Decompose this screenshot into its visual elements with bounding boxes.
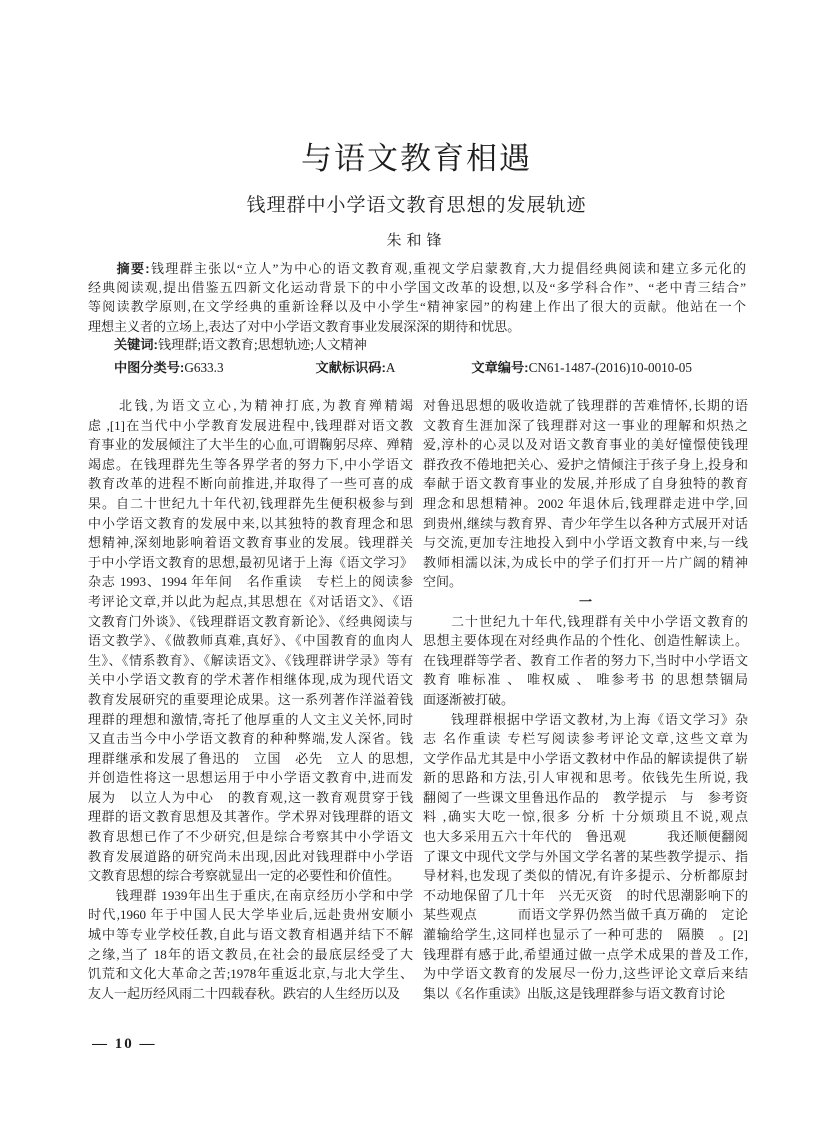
text-line: 爱,淳朴的心灵以及对语文教育事业的美好憧憬使钱理 [423, 437, 748, 453]
text-line: 想精神,深刻地影响着语文教育事业的发展。钱理群关 [88, 535, 413, 551]
keywords-line [114, 334, 367, 353]
text-line: 文学作品尤其是中小学语文教材中作品的解读提供了崭 [423, 750, 748, 766]
text-line: 北钱,为语文立心,为精神打底,为教育殚精竭 [88, 398, 413, 413]
paper-subtitle: 钱理群中小学语文教育思想的发展轨迹 [246, 195, 587, 216]
text-line: 教育发展道路的研究尚未出现,因此对钱理群中小学语 [88, 848, 413, 864]
text-line: 钱理群根据中学语文教材,为上海《语文学习》杂 [423, 711, 748, 727]
text-line: 教育发展研究的重要理论成果。这一系列著作洋溢着钱 [88, 691, 413, 707]
clc-value: G633.3 [184, 360, 224, 375]
text-line: 于中小学语文教育的思想,最初见诸于上海《语文学习》 [88, 554, 413, 570]
doc-code-value: A [385, 360, 396, 375]
text-line: 文教育门外谈》、《钱理群语文教育新论》、《经典阅读与 [88, 613, 413, 629]
text-line: 不动地保留了几十年 兴无灭资 的时代思潮影响下的 [423, 887, 748, 903]
text-line: 志 名作重读 专栏写阅读参考评论文章,这些文章为 [423, 731, 748, 747]
text-line: 并创造性将这一思想运用于中小学语文教育中,进而发 [88, 770, 413, 786]
text-line: 饥荒和文化大革命之苦;1978年重返北京,与北大学生、 [88, 966, 413, 982]
text-line: 杂志 1993、1994 年年间 名作重读 专栏上的阅读参 [88, 574, 413, 590]
paragraph [423, 612, 748, 710]
text-line: 友人一起历经风雨二十四载春秋。跌宕的人生经历以及 [88, 985, 401, 1001]
abstract-label: 摘要: [88, 261, 150, 276]
keywords-label: 关键词: [114, 337, 158, 352]
text-line: 与交流,更加专注地投入到中小学语文教育中来,与一线 [423, 535, 748, 551]
text-line: 某些观点 而语文学界仍然当做千真万确的 定论 [423, 907, 748, 923]
text-line: 也大多采用五六十年代的 鲁迅观 我还顺便翻阅 [423, 829, 748, 845]
author-name: 朱和锋 [386, 233, 447, 249]
text-line: 群孜孜不倦地把关心、爱护之情倾注于孩子身上,投身和 [423, 456, 748, 472]
text-line: 集以《名作重读》出版,这是钱理群参与语文教育讨论 [423, 985, 726, 1001]
article-id-pair [471, 360, 692, 375]
paragraph [88, 396, 413, 886]
abstract-line [88, 259, 746, 278]
doc-code-pair [316, 360, 396, 375]
text-line: 二十世纪九十年代,钱理群有关中小学语文教育的 [423, 613, 748, 629]
text-line: 对鲁迅思想的吸收造就了钱理群的苦难情怀,长期的语 [423, 398, 748, 413]
page-number: — 10 — [92, 1036, 157, 1052]
abstract-block [88, 259, 746, 336]
text-line: 了课文中现代文学与外国文学名著的某些教学提示、指 [423, 848, 748, 864]
text-line: 理群的语文教育思想及其著作。学术界对钱理群的语文 [88, 809, 413, 825]
text-line: 奉献于语文教育事业的发展,并形成了自身独特的教育 [423, 476, 748, 492]
text-line: 教育思想已作了不少研究,但是综合考察其中小学语文 [88, 829, 413, 845]
text-line: 虑 ,[1]在当代中小学教育发展进程中,钱理群对语文教 [88, 417, 413, 433]
right-column [423, 396, 748, 1003]
text-line: 展为 以立人为中心 的教育观,这一教育观贯穿于钱 [88, 789, 413, 805]
section-heading-one: 一 [578, 593, 592, 609]
paper-title: 与语文教育相遇 [301, 141, 532, 176]
text-line: 面逐渐被打破。 [423, 691, 515, 707]
paragraph [88, 886, 413, 1004]
text-line: 理念和思想精神。2002 年退休后,钱理群走进中学,回 [423, 495, 748, 511]
text-line: 理群的理想和激情,寄托了他厚重的人文主义关怀,同时 [88, 711, 413, 727]
paragraph [423, 710, 748, 1004]
article-meta [114, 357, 692, 376]
text-line: 为中学语文教育的发展尽一份力,这些评论文章后来结 [423, 966, 748, 982]
text-line: 果。自二十世纪九十年代初,钱理群先生便积极参与到 [88, 495, 413, 511]
abstract-line: 理想主义者的立场上,表达了对中小学语文教育事业发展深深的期待和忧思。 [88, 318, 521, 334]
doc-code-label: 文献标识码: [315, 360, 386, 375]
keywords-text: 钱理群;语文教育;思想轨迹;人文精神 [157, 337, 367, 352]
text-line: 之缘,当了 18年的语文教员,在社会的最底层经受了大 [88, 946, 413, 962]
clc-pair [114, 360, 224, 375]
text-line: 理群继承和发展了鲁迅的 立国 必先 立人 的思想, [88, 750, 413, 766]
text-line: 在钱理群等学者、教育工作者的努力下,当时中小学语文 [423, 652, 748, 668]
text-line: 生》、《情系教育》、《解读语文》、《钱理群讲学录》等有 [88, 652, 413, 668]
clc-label: 中图分类号: [114, 360, 185, 375]
abstract-text: 钱理群主张以“立人”为中心的语文教育观,重视文学启蒙教育,大力提倡经典阅读和建立多元化的 [149, 261, 746, 276]
text-line: 文教育生涯加深了钱理群对这一事业的理解和炽热之 [423, 417, 748, 433]
left-column [88, 396, 413, 1003]
text-line: 城中等专业学校任教,自此与语文教育相遇并结下不解 [88, 927, 413, 943]
article-id-value: CN61-1487-(2016)10-0010-05 [528, 360, 692, 375]
text-line: 育事业的发展倾注了大半生的心血,可谓鞠躬尽瘁、殚精 [88, 437, 413, 453]
text-line: 教育 唯标准 、 唯权威 、 唯参考书 的思想禁锢局 [423, 672, 748, 688]
paragraph [423, 396, 748, 592]
text-line: 到贵州,继续与教育界、青少年学生以各种方式展开对话 [423, 515, 748, 531]
abstract-line: 等阅读教学原则,在文学经典的重新诠释以及中小学生“精神家园”的构建上作出了很大的贡献。他站在一个 [88, 299, 746, 315]
text-line: 文教育思想的综合考察就显出一定的必要性和价值性。 [88, 868, 401, 884]
article-id-label: 文章编号: [471, 360, 529, 375]
text-line: 时代,1960 年于中国人民大学毕业后,远赴贵州安顺小 [88, 907, 413, 923]
abstract-line: 经典阅读观,提出借鉴五四新文化运动背景下的中小学国文改革的设想,以及“多学科合作”、“老中青三结合” [88, 280, 746, 296]
text-line: 中小学语文教育的发展中来,以其独特的教育理念和思 [88, 515, 413, 531]
text-line: 又直击当今中小学语文教育的种种弊端,发人深省。钱 [88, 731, 413, 747]
text-line: 灌输给学生,这同样也显示了一种可悲的 隔膜 。[2] [423, 927, 748, 943]
body-columns [88, 396, 748, 1003]
text-line: 钱理群 1939年出生于重庆,在南京经历小学和中学 [88, 887, 413, 903]
text-line: 新的思路和方法,引人审视和思考。依钱先生所说, 我 [423, 770, 748, 786]
text-line: 空间。 [423, 574, 463, 590]
text-line: 关中小学语文教育的学术著作相继体现,成为现代语文 [88, 672, 413, 688]
text-line: 料 ,确实大吃一惊,很多 分析 十分烦琐且不说,观点 [423, 809, 748, 825]
text-line: 教育改革的进程不断向前推进,并取得了一些可喜的成 [88, 476, 413, 492]
text-line: 教师相濡以沫,为成长中的学子们打开一片广阔的精神 [423, 554, 748, 570]
text-line: 考评论文章,并以此为起点,其思想在《对话语文》、《语 [88, 593, 413, 609]
text-line: 语文教学》、《做教师真难,真好》、《中国教育的血肉人 [88, 633, 413, 649]
text-line: 导材料,也发现了类似的情况,有许多提示、分析都原封 [423, 868, 748, 884]
text-line: 思想主要体现在对经典作品的个性化、创造性解读上。 [423, 633, 748, 649]
text-line: 钱理群有感于此,希望通过做一点学术成果的普及工作, [423, 946, 748, 962]
text-line: 竭虑。在钱理群先生等各界学者的努力下,中小学语文 [88, 456, 413, 472]
text-line: 翻阅了一些课文里鲁迅作品的 教学提示 与 参考资 [423, 789, 748, 805]
